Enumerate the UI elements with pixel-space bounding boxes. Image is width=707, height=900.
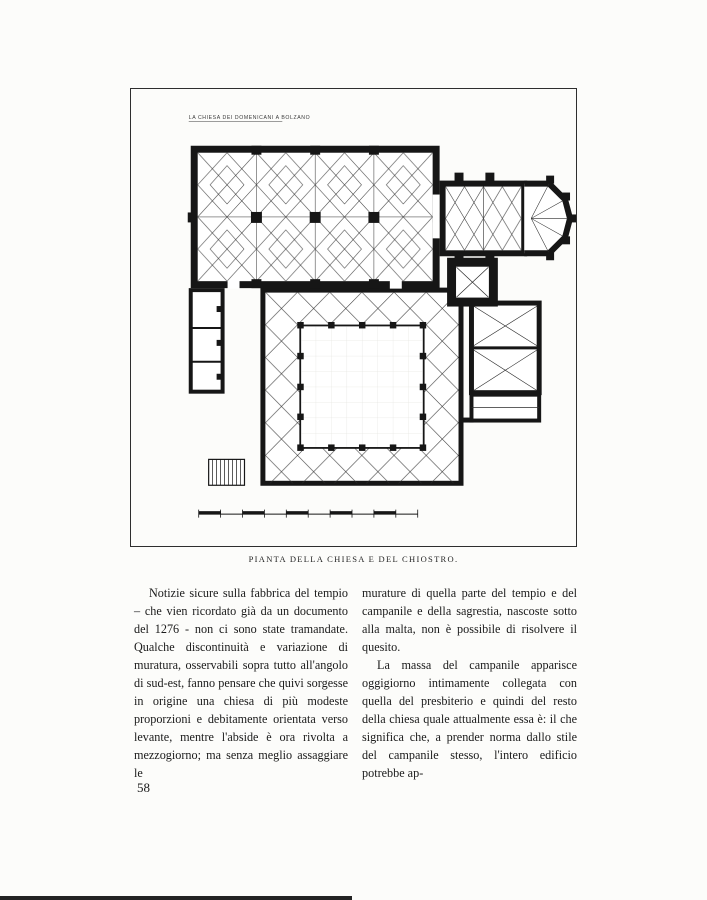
east-range-sagrestia: [460, 301, 540, 422]
apse: [524, 176, 576, 261]
figure-plate: [130, 88, 577, 547]
floor-plan-drawing: [131, 89, 576, 546]
paragraph: Notizie sicure sulla fabbrica del tempio – che vien ricordato già da un documento del 1276 - non ci sono state tramandate. Qualche discontinuità e variazione di muratura, osservabili sopra tutto all'angolo di sud-est, fanno pensare che quivi sorgesse in origine una chiesa di più modeste proporzioni e debitamente orientata verso levante, mentre l'abside è ora rivolta a mezzogiorno; ma senza meglio assaggiare le: [134, 586, 348, 780]
cloister-garth: [300, 325, 423, 447]
text-column-left: [134, 584, 348, 782]
nave-door-gap: [390, 281, 402, 289]
paragraph: La massa del campanile apparisce oggigiorno intimamente collegata con quella del presbiterio e quindi del resto della chiesa quale attualmente essa è: il che significa che, a prender norma dallo stile del campanile stesso, l'intero edificio potrebbe ap-: [362, 658, 577, 780]
nave-door-gap: [228, 281, 240, 289]
choir: [443, 173, 525, 265]
chancel-arch-opening: [433, 195, 440, 239]
figure-caption: PIANTA DELLA CHIESA E DEL CHIOSTRO.: [248, 554, 459, 564]
page-number: 58: [137, 780, 150, 795]
cloister: [263, 290, 461, 483]
paragraph: murature di quella parte del tempio e del campanile e della sagrestia, nascoste sotto alla malta, non è possibile di risolvere il quesito.: [362, 586, 577, 654]
stairs: [209, 459, 245, 485]
plan-title: LA CHIESA DEI DOMENICANI A BOLZANO: [188, 114, 311, 121]
scale-bar: [199, 510, 418, 518]
text-column-right: [362, 584, 577, 782]
nave: [188, 146, 440, 289]
west-wing: [191, 290, 223, 392]
scan-artifact-bottom-edge: [0, 896, 352, 900]
campanile: [452, 262, 494, 302]
